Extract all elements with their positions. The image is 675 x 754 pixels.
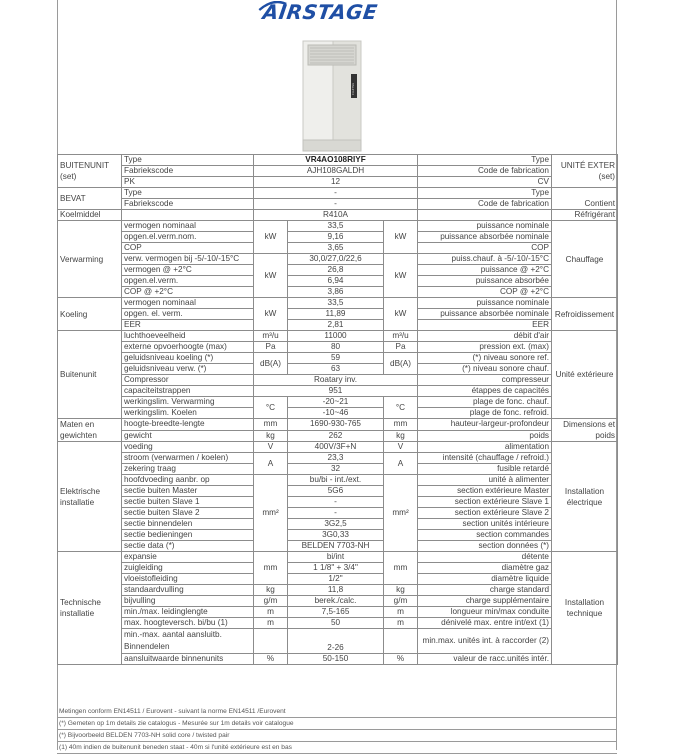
spec-unit: kW bbox=[254, 254, 288, 298]
spec-unit: Pa bbox=[384, 342, 418, 353]
spec-label-nl: sectie binnendelen bbox=[122, 519, 254, 530]
spec-value: 32 bbox=[288, 464, 384, 475]
spec-unit: mm² bbox=[384, 475, 418, 552]
spec-label-fr: poids bbox=[418, 430, 552, 442]
spec-label-nl: Fabriekscode bbox=[122, 199, 254, 210]
spec-label-fr: étappes de capacités bbox=[418, 386, 552, 397]
spec-unit: Pa bbox=[254, 342, 288, 353]
table-row bbox=[58, 607, 618, 618]
spec-label-fr: Type bbox=[418, 155, 552, 166]
group-label: Koeling bbox=[58, 298, 122, 331]
spec-unit: dB(A) bbox=[254, 353, 288, 375]
table-row bbox=[58, 375, 618, 386]
group-label: Elektrische installatie bbox=[58, 442, 122, 552]
group-label: Koelmiddel bbox=[58, 210, 122, 221]
spec-unit: % bbox=[254, 654, 288, 665]
table-row bbox=[58, 430, 618, 442]
group-label: BEVAT bbox=[58, 188, 122, 210]
spec-value: -20~21 bbox=[288, 397, 384, 408]
table-row bbox=[58, 629, 618, 654]
table-row bbox=[58, 177, 618, 188]
spec-label-fr: dénivelé max. entre int/ext (1) bbox=[418, 618, 552, 629]
spec-label-fr: CV bbox=[418, 177, 552, 188]
spec-label-fr: plage de fonc. chauf. bbox=[418, 397, 552, 408]
spec-value: 3,65 bbox=[288, 243, 384, 254]
spec-label-fr: puissance nominale bbox=[418, 221, 552, 232]
group-label: Verwarming bbox=[58, 221, 122, 298]
spec-label-fr: débit d'air bbox=[418, 331, 552, 342]
spec-value: Roatary inv. bbox=[254, 375, 418, 386]
spec-label-nl: sectie buiten Slave 2 bbox=[122, 508, 254, 519]
spec-label-nl: COP @ +2°C bbox=[122, 287, 254, 298]
spec-value: AJH108GALDH bbox=[254, 166, 418, 177]
table-row bbox=[58, 342, 618, 353]
logo-text: AIRSTAGE bbox=[261, 0, 380, 24]
spec-unit: g/m bbox=[384, 596, 418, 607]
spec-label-nl: werkingslim. Koelen bbox=[122, 408, 254, 419]
spec-value: 80 bbox=[288, 342, 384, 353]
table-row bbox=[58, 155, 618, 166]
table-row bbox=[58, 309, 618, 320]
spec-label-nl: sectie data (*) bbox=[122, 541, 254, 552]
spec-value: 23,3 bbox=[288, 453, 384, 464]
spec-label-nl: luchthoeveelheid bbox=[122, 331, 254, 342]
spec-value: 3G2,5 bbox=[288, 519, 384, 530]
outdoor-unit-image bbox=[302, 40, 362, 152]
spec-label-nl: vermogen @ +2°C bbox=[122, 265, 254, 276]
table-row bbox=[58, 486, 618, 497]
group-label-fr: Chauffage bbox=[552, 221, 618, 298]
spec-unit: mm bbox=[254, 419, 288, 431]
spec-value: 1 1/8" + 3/4" bbox=[288, 563, 384, 574]
spec-label-nl: zuigleiding bbox=[122, 563, 254, 574]
group-label-fr: Installation technique bbox=[552, 552, 618, 665]
spec-label-fr: section extérieure Slave 1 bbox=[418, 497, 552, 508]
svg-text:FUJITSU: FUJITSU bbox=[351, 82, 355, 95]
logo-swoosh-icon bbox=[257, 1, 288, 11]
spec-label-nl: gewicht bbox=[122, 430, 254, 442]
spec-value: -10~46 bbox=[288, 408, 384, 419]
spec-label-nl: min.-max. aantal aansluitb. Binnendelen bbox=[122, 629, 254, 654]
spec-label-fr: plage de fonc. refroid. bbox=[418, 408, 552, 419]
footnote: (*) Gemeten op 1m details zie catalogus - Mesurée sur 1m details voir catalogue bbox=[57, 718, 617, 730]
spec-label-fr: valeur de racc.unités intér. bbox=[418, 654, 552, 665]
spec-label-nl: min./max. leidinglengte bbox=[122, 607, 254, 618]
spec-unit: kg bbox=[254, 585, 288, 596]
table-row bbox=[58, 530, 618, 541]
spec-label-nl: zekering traag bbox=[122, 464, 254, 475]
spec-label-nl: sectie buiten Slave 1 bbox=[122, 497, 254, 508]
spec-value: 30,0/27,0/22,6 bbox=[288, 254, 384, 265]
table-row bbox=[58, 408, 618, 419]
spec-label-nl: geluidsniveau koeling (*) bbox=[122, 353, 254, 364]
spec-value: 33,5 bbox=[288, 298, 384, 309]
spec-value: bu/bi - int./ext. bbox=[288, 475, 384, 486]
spec-unit: % bbox=[384, 654, 418, 665]
spec-unit: °C bbox=[254, 397, 288, 419]
spec-label-nl: EER bbox=[122, 320, 254, 331]
spec-unit: dB(A) bbox=[384, 353, 418, 375]
spec-label-fr: EER bbox=[418, 320, 552, 331]
table-row bbox=[58, 188, 618, 199]
spec-value: - bbox=[288, 497, 384, 508]
spec-label-nl: sectie bedieningen bbox=[122, 530, 254, 541]
spec-label-nl: voeding bbox=[122, 442, 254, 453]
spec-value: - bbox=[254, 188, 418, 199]
spec-value: VR4AO108RIYF bbox=[254, 155, 418, 166]
spec-label-fr: alimentation bbox=[418, 442, 552, 453]
spec-unit: A bbox=[254, 453, 288, 475]
spec-label-fr: (*) niveau sonore chauf. bbox=[418, 364, 552, 375]
table-row bbox=[58, 276, 618, 287]
spec-value: 9,16 bbox=[288, 232, 384, 243]
spec-label-fr: (*) niveau sonore ref. bbox=[418, 353, 552, 364]
spec-label-nl: vloeistofleiding bbox=[122, 574, 254, 585]
spec-label-fr: puiss.chauf. à -5/-10/-15°C bbox=[418, 254, 552, 265]
spec-label-fr: pression ext. (max) bbox=[418, 342, 552, 353]
footnote: (*) Bijvoorbeeld BELDEN 7703-NH solid core / twisted pair bbox=[57, 730, 617, 742]
spec-label-nl: hoogte-breedte-lengte bbox=[122, 419, 254, 431]
spec-label-fr: longueur min/max conduite bbox=[418, 607, 552, 618]
spec-label-nl: stroom (verwarmen / koelen) bbox=[122, 453, 254, 464]
table-row bbox=[58, 563, 618, 574]
spec-label-fr: section données (*) bbox=[418, 541, 552, 552]
spec-label-fr: charge supplémentaire bbox=[418, 596, 552, 607]
group-label-fr: Unité extérieure bbox=[552, 331, 618, 419]
spec-unit: m³/u bbox=[384, 331, 418, 342]
spec-label-fr: COP @ +2°C bbox=[418, 287, 552, 298]
group-label: Buitenunit bbox=[58, 331, 122, 419]
spec-label-fr: compresseur bbox=[418, 375, 552, 386]
group-label: Maten en gewichten bbox=[58, 419, 122, 442]
spec-label-fr: min.max. unités int. à raccorder (2) bbox=[418, 629, 552, 654]
table-row bbox=[58, 364, 618, 375]
spec-value: 1/2" bbox=[288, 574, 384, 585]
spec-unit: m bbox=[384, 618, 418, 629]
spec-label-fr: section commandes bbox=[418, 530, 552, 541]
spec-label-nl: Fabriekscode bbox=[122, 166, 254, 177]
spec-label-fr: section extérieure Master bbox=[418, 486, 552, 497]
table-row bbox=[58, 232, 618, 243]
group-label-fr: UNITÉ EXTER (set) bbox=[552, 155, 618, 188]
spec-label-nl: PK bbox=[122, 177, 254, 188]
spec-label-fr: charge standard bbox=[418, 585, 552, 596]
table-row bbox=[58, 298, 618, 309]
spec-label-nl: vermogen nominaal bbox=[122, 298, 254, 309]
table-row bbox=[58, 243, 618, 254]
spec-label-nl: aansluitwaarde binnenunits bbox=[122, 654, 254, 665]
spec-unit: V bbox=[254, 442, 288, 453]
group-label: Technische installatie bbox=[58, 552, 122, 665]
spec-label-fr: fusible retardé bbox=[418, 464, 552, 475]
table-row bbox=[58, 353, 618, 364]
spec-label-nl: geluidsniveau verw. (*) bbox=[122, 364, 254, 375]
spec-value: 3,86 bbox=[288, 287, 384, 298]
spec-unit: kW bbox=[384, 298, 418, 331]
spec-unit: g/m bbox=[254, 596, 288, 607]
spec-unit: kg bbox=[384, 430, 418, 442]
table-row bbox=[58, 574, 618, 585]
spec-label-nl: opgen.el.verm.nom. bbox=[122, 232, 254, 243]
spec-unit: kg bbox=[384, 585, 418, 596]
spec-unit: m bbox=[254, 607, 288, 618]
spec-value: 11,89 bbox=[288, 309, 384, 320]
spec-unit: mm bbox=[384, 419, 418, 431]
table-row bbox=[58, 265, 618, 276]
table-row bbox=[58, 508, 618, 519]
spec-unit: kW bbox=[254, 298, 288, 331]
table-row bbox=[58, 221, 618, 232]
footnote: Metingen conform EN14511 / Eurovent - suivant la norme EN14511 /Eurovent bbox=[57, 706, 617, 718]
table-row bbox=[58, 419, 618, 431]
group-label-fr: Réfrigérant bbox=[552, 210, 618, 221]
spec-label-fr: unité à alimenter bbox=[418, 475, 552, 486]
spec-label-fr: Type bbox=[418, 188, 552, 199]
spec-label-nl: externe opvoerhoogte (max) bbox=[122, 342, 254, 353]
spec-unit: m³/u bbox=[254, 331, 288, 342]
group-label: BUITENUNIT (set) bbox=[58, 155, 122, 188]
spec-unit: mm bbox=[384, 552, 418, 585]
spec-label-nl: Type bbox=[122, 188, 254, 199]
spec-value: 2,81 bbox=[288, 320, 384, 331]
spec-value: 11,8 bbox=[288, 585, 384, 596]
table-row bbox=[58, 585, 618, 596]
table-row bbox=[58, 166, 618, 177]
spec-label-fr: diamètre gaz bbox=[418, 563, 552, 574]
table-row bbox=[58, 287, 618, 298]
spec-label-fr: puissance @ +2°C bbox=[418, 265, 552, 276]
spec-value: BELDEN 7703-NH bbox=[288, 541, 384, 552]
table-row bbox=[58, 331, 618, 342]
spec-value: bi/int bbox=[288, 552, 384, 563]
spec-label-fr: diamètre liquide bbox=[418, 574, 552, 585]
spec-value: 63 bbox=[288, 364, 384, 375]
spec-label-nl: vermogen nominaal bbox=[122, 221, 254, 232]
spec-unit: m bbox=[384, 607, 418, 618]
spec-label-fr: Code de fabrication bbox=[418, 166, 552, 177]
spec-value: - bbox=[254, 199, 418, 210]
spec-unit: V bbox=[384, 442, 418, 453]
spec-value: 6,94 bbox=[288, 276, 384, 287]
spec-label-nl: max. hoogteversch. bi/bu (1) bbox=[122, 618, 254, 629]
spec-value: 2-26 bbox=[288, 629, 384, 654]
spec-value: berek./calc. bbox=[288, 596, 384, 607]
spec-value: 7,5-165 bbox=[288, 607, 384, 618]
spec-unit: kW bbox=[384, 254, 418, 298]
table-row bbox=[58, 210, 618, 221]
spec-unit: °C bbox=[384, 397, 418, 419]
airstage-logo bbox=[261, 0, 380, 24]
group-label-fr: Dimensions et poids bbox=[552, 419, 618, 442]
spec-unit: kW bbox=[384, 221, 418, 254]
spec-label-fr: intensité (chauffage / refroid.) bbox=[418, 453, 552, 464]
spec-label-nl: capaciteitstrappen bbox=[122, 386, 254, 397]
spec-label-fr: puissance absorbée bbox=[418, 276, 552, 287]
spec-label-nl: bijvulling bbox=[122, 596, 254, 607]
spec-value: 33,5 bbox=[288, 221, 384, 232]
spec-value: 400V/3F+N bbox=[288, 442, 384, 453]
spec-value: 12 bbox=[254, 177, 418, 188]
spec-label-fr: puissance absorbée nominale bbox=[418, 232, 552, 243]
spec-label-fr: COP bbox=[418, 243, 552, 254]
group-label-fr: Refroidissement bbox=[552, 298, 618, 331]
spec-value: 11000 bbox=[288, 331, 384, 342]
spec-value: 26,8 bbox=[288, 265, 384, 276]
footnote: (1) 40m indien de buitenunit beneden staat - 40m si l'unité extérieure est en bas bbox=[57, 742, 617, 754]
spec-value: R410A bbox=[254, 210, 418, 221]
table-row bbox=[58, 442, 618, 453]
spec-label-nl: Type bbox=[122, 155, 254, 166]
spec-value: 3G0,33 bbox=[288, 530, 384, 541]
spec-unit: mm² bbox=[254, 475, 288, 552]
spec-value: 50 bbox=[288, 618, 384, 629]
spec-label-fr: puissance absorbée nominale bbox=[418, 309, 552, 320]
table-row bbox=[58, 596, 618, 607]
table-row bbox=[58, 519, 618, 530]
table-row bbox=[58, 397, 618, 408]
spec-unit: m bbox=[254, 618, 288, 629]
table-row bbox=[58, 386, 618, 397]
spec-label-fr: section extérieure Slave 2 bbox=[418, 508, 552, 519]
spec-label-fr: puissance nominale bbox=[418, 298, 552, 309]
group-label-fr: Installation électrique bbox=[552, 442, 618, 552]
spec-value: 262 bbox=[288, 430, 384, 442]
table-row bbox=[58, 453, 618, 464]
table-row bbox=[58, 320, 618, 331]
spec-unit: A bbox=[384, 453, 418, 475]
spec-table bbox=[57, 154, 618, 665]
spec-label-nl: opgen. el. verm. bbox=[122, 309, 254, 320]
table-row bbox=[58, 618, 618, 629]
spec-value: 5G6 bbox=[288, 486, 384, 497]
spec-label-fr: section unités intérieure bbox=[418, 519, 552, 530]
spec-label-nl: hoofdvoeding aanbr. op bbox=[122, 475, 254, 486]
table-row bbox=[58, 497, 618, 508]
spec-label-nl: expansie bbox=[122, 552, 254, 563]
spec-label-fr: Code de fabrication bbox=[418, 199, 552, 210]
spec-value: 951 bbox=[254, 386, 418, 397]
spec-value: 50-150 bbox=[288, 654, 384, 665]
spec-label-nl: werkingslim. Verwarming bbox=[122, 397, 254, 408]
spec-unit: mm bbox=[254, 552, 288, 585]
spec-label-nl: sectie buiten Master bbox=[122, 486, 254, 497]
table-row bbox=[58, 254, 618, 265]
spec-label-fr: détente bbox=[418, 552, 552, 563]
spec-value: - bbox=[288, 508, 384, 519]
table-row bbox=[58, 199, 618, 210]
spec-label-nl: COP bbox=[122, 243, 254, 254]
table-row bbox=[58, 475, 618, 486]
spec-unit: kg bbox=[254, 430, 288, 442]
spec-label-nl: verw. vermogen bij -5/-10/-15°C bbox=[122, 254, 254, 265]
footnotes bbox=[57, 706, 617, 754]
spec-value: 1690-930-765 bbox=[288, 419, 384, 431]
spec-label-nl: opgen.el.verm. bbox=[122, 276, 254, 287]
table-row bbox=[58, 654, 618, 665]
table-row bbox=[58, 464, 618, 475]
table-row bbox=[58, 552, 618, 563]
table-row bbox=[58, 541, 618, 552]
spec-value: 59 bbox=[288, 353, 384, 364]
spec-label-nl: Compressor bbox=[122, 375, 254, 386]
group-label-fr: Contient bbox=[552, 188, 618, 210]
spec-label-nl: standaardvulling bbox=[122, 585, 254, 596]
spec-unit: kW bbox=[254, 221, 288, 254]
spec-label-fr: hauteur-largeur-profondeur bbox=[418, 419, 552, 431]
